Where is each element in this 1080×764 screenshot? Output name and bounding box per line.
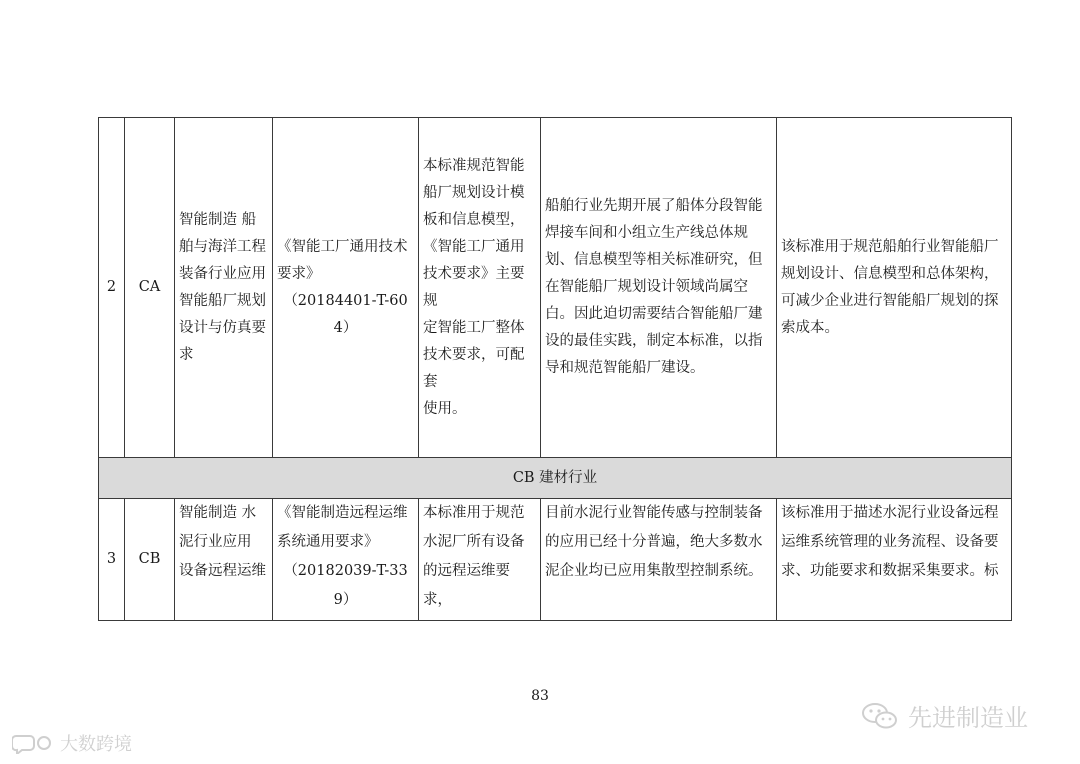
page-number: 83 <box>531 688 549 704</box>
watermark-left-text: 大数跨境 <box>60 734 132 755</box>
related-standard: 《智能工厂通用技术 要求》 （20184401-T-604） <box>273 118 419 458</box>
watermark-right-text: 先进制造业 <box>908 704 1028 732</box>
background-text: 船舶行业先期开展了船体分段智能 焊接车间和小组立生产线总体规 划、信息模型等相关标准研究，但 在智能船厂规划设计领域尚属空 白。因此迫切需要结合智能船厂建 设的最佳实践，制定本标准，以指 导和规范智能船厂建设。 <box>541 118 777 458</box>
section-title: CB 建材行业 <box>99 458 1012 499</box>
table-row <box>99 499 1012 621</box>
watermark-right <box>860 698 1028 733</box>
row-number: 2 <box>99 118 125 458</box>
chat-bubble-icon <box>12 732 56 754</box>
project-name: 智能制造 水 泥行业应用 设备远程运维 <box>175 499 273 621</box>
category-code: CB <box>125 499 175 621</box>
goal-text: 该标准用于描述水泥行业设备远程 运维系统管理的业务流程、设备要 求、功能要求和数据采集要求。标 <box>777 499 1012 621</box>
related-standard: 《智能制造远程运维 系统通用要求》 （20182039-T-339） <box>273 499 419 621</box>
watermark-left <box>12 730 132 756</box>
category-code: CA <box>125 118 175 458</box>
background-text: 目前水泥行业智能传感与控制装备 的应用已经十分普遍，绝大多数水 泥企业均已应用集散型控制系统。 <box>541 499 777 621</box>
standards-table <box>98 117 1012 621</box>
table-row <box>99 118 1012 458</box>
row-number: 3 <box>99 499 125 621</box>
project-name: 智能制造 船 舶与海洋工程 装备行业应用 智能船厂规划 设计与仿真要 求 <box>175 118 273 458</box>
wechat-icon <box>860 701 900 731</box>
scope-text: 本标准用于规范 水泥厂所有设备 的远程运维要求， <box>419 499 541 621</box>
section-header-row <box>99 458 1012 499</box>
goal-text: 该标准用于规范船舶行业智能船厂 规划设计、信息模型和总体架构， 可减少企业进行智能船厂规划的探 索成本。 <box>777 118 1012 458</box>
scope-text: 本标准规范智能 船厂规划设计模 板和信息模型， 《智能工厂通用 技术要求》主要规 定智能工厂整体 技术要求，可配套 使用。 <box>419 118 541 458</box>
